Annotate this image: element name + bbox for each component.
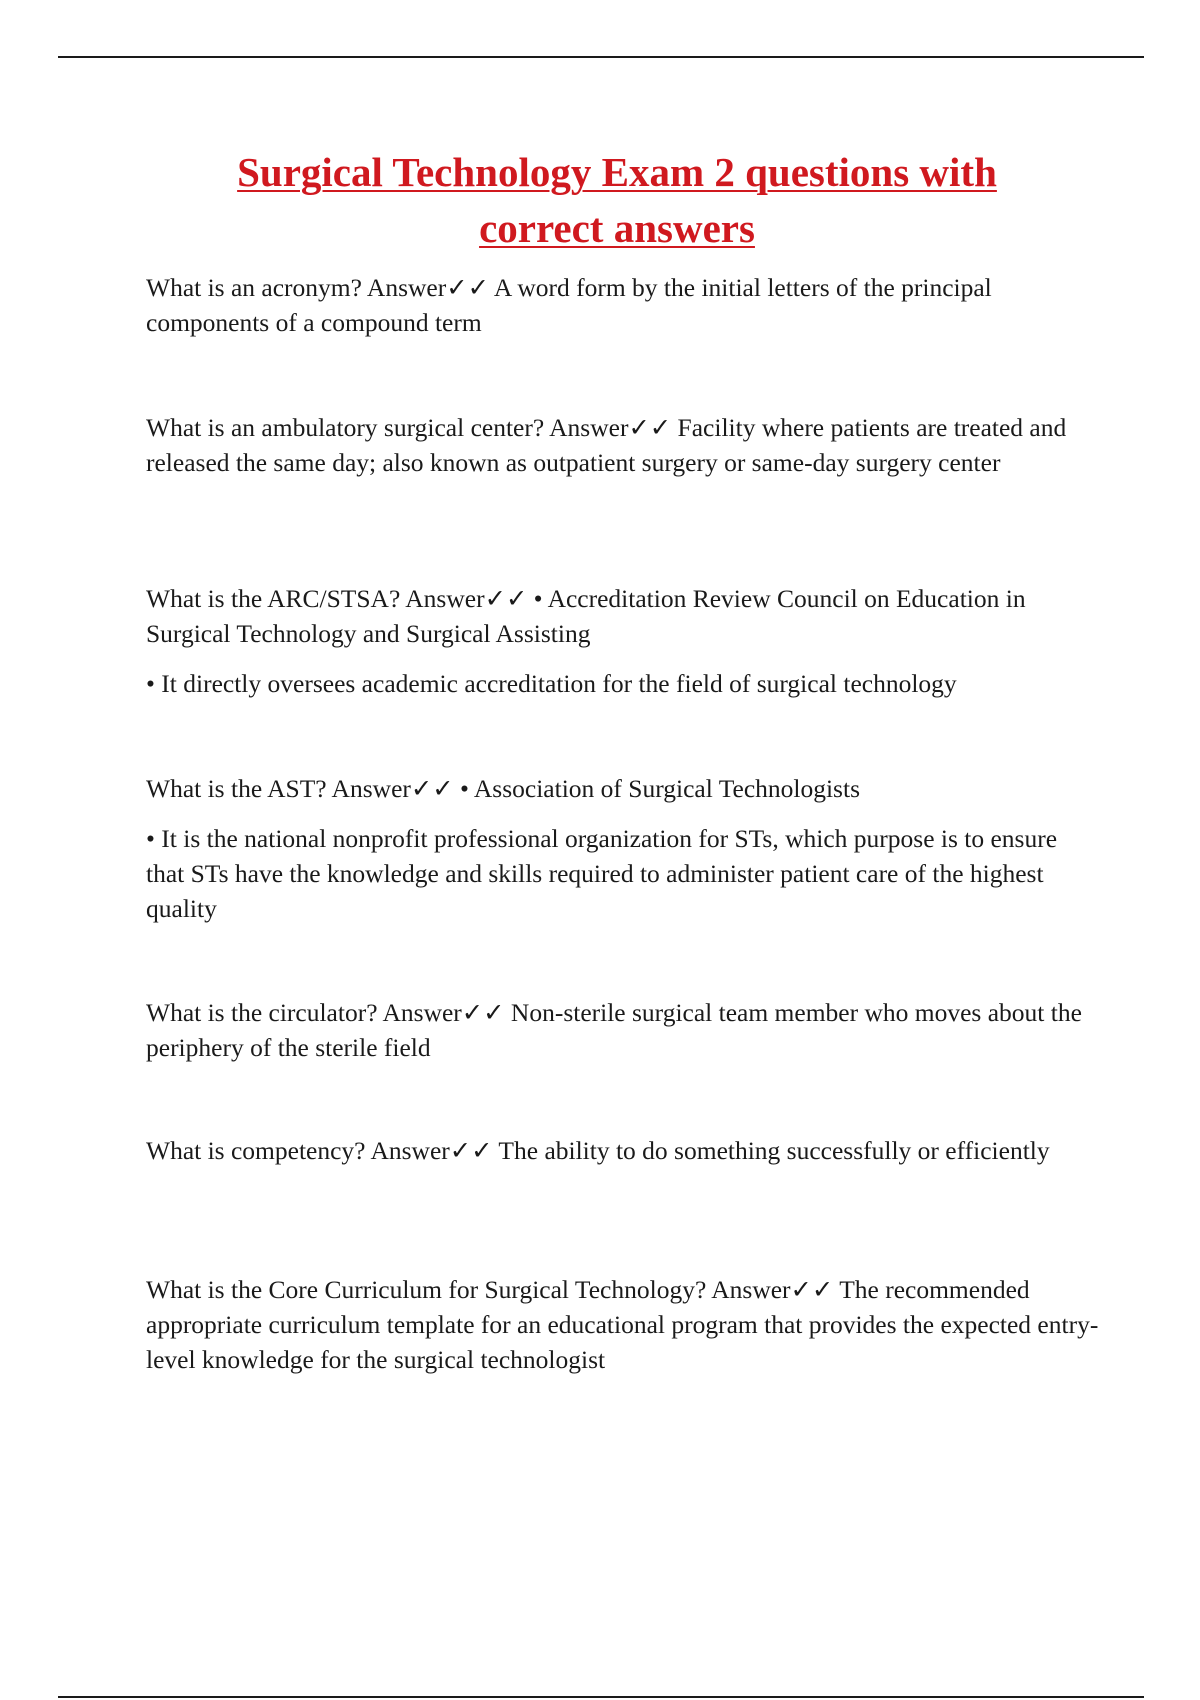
qa-text: What is competency? Answer✓✓ The ability to do something successfully or efficiently — [146, 1136, 1050, 1165]
qa-text: What is the Core Curriculum for Surgical Technology? Answer✓✓ The recommended appropriate curriculum template for an educational program that provides the expected entry-level knowledge for the surgical technologist — [146, 1275, 1099, 1374]
page-title — [0, 144, 1200, 256]
qa-item-core-curriculum — [146, 1272, 1100, 1377]
qa-bullet-text: • It is the national nonprofit professional organization for STs, which purpose is to ensure that STs have the knowledge and skills required to administer patient care of the highest quality — [146, 824, 1058, 923]
title-line-1: Surgical Technology Exam 2 questions with — [237, 149, 997, 195]
qa-item-ambulatory-surgical-center — [146, 410, 1100, 480]
qa-bullet-text: • It directly oversees academic accreditation for the field of surgical technology — [146, 669, 957, 698]
title-line-2: correct answers — [479, 205, 755, 251]
top-divider — [58, 56, 1144, 58]
qa-text: What is the ARC/STSA? Answer✓✓ • Accreditation Review Council on Education in Surgical Technology and Surgical Assisting — [146, 584, 1026, 648]
qa-text: What is an acronym? Answer✓✓ A word form by the initial letters of the principal components of a compound term — [146, 273, 992, 337]
bottom-divider — [58, 1696, 1144, 1698]
qa-item-acronym — [146, 270, 1100, 340]
qa-item-ast — [146, 771, 1100, 926]
qa-item-arc-stsa — [146, 581, 1100, 701]
qa-text: What is the circulator? Answer✓✓ Non-sterile surgical team member who moves about the periphery of the sterile field — [146, 998, 1082, 1062]
qa-item-competency — [146, 1133, 1100, 1168]
qa-text: What is an ambulatory surgical center? Answer✓✓ Facility where patients are treated and released the same day; also known as outpatient surgery or same-day surgery center — [146, 413, 1067, 477]
qa-item-circulator — [146, 995, 1100, 1065]
qa-text: What is the AST? Answer✓✓ • Association of Surgical Technologists — [146, 774, 860, 803]
